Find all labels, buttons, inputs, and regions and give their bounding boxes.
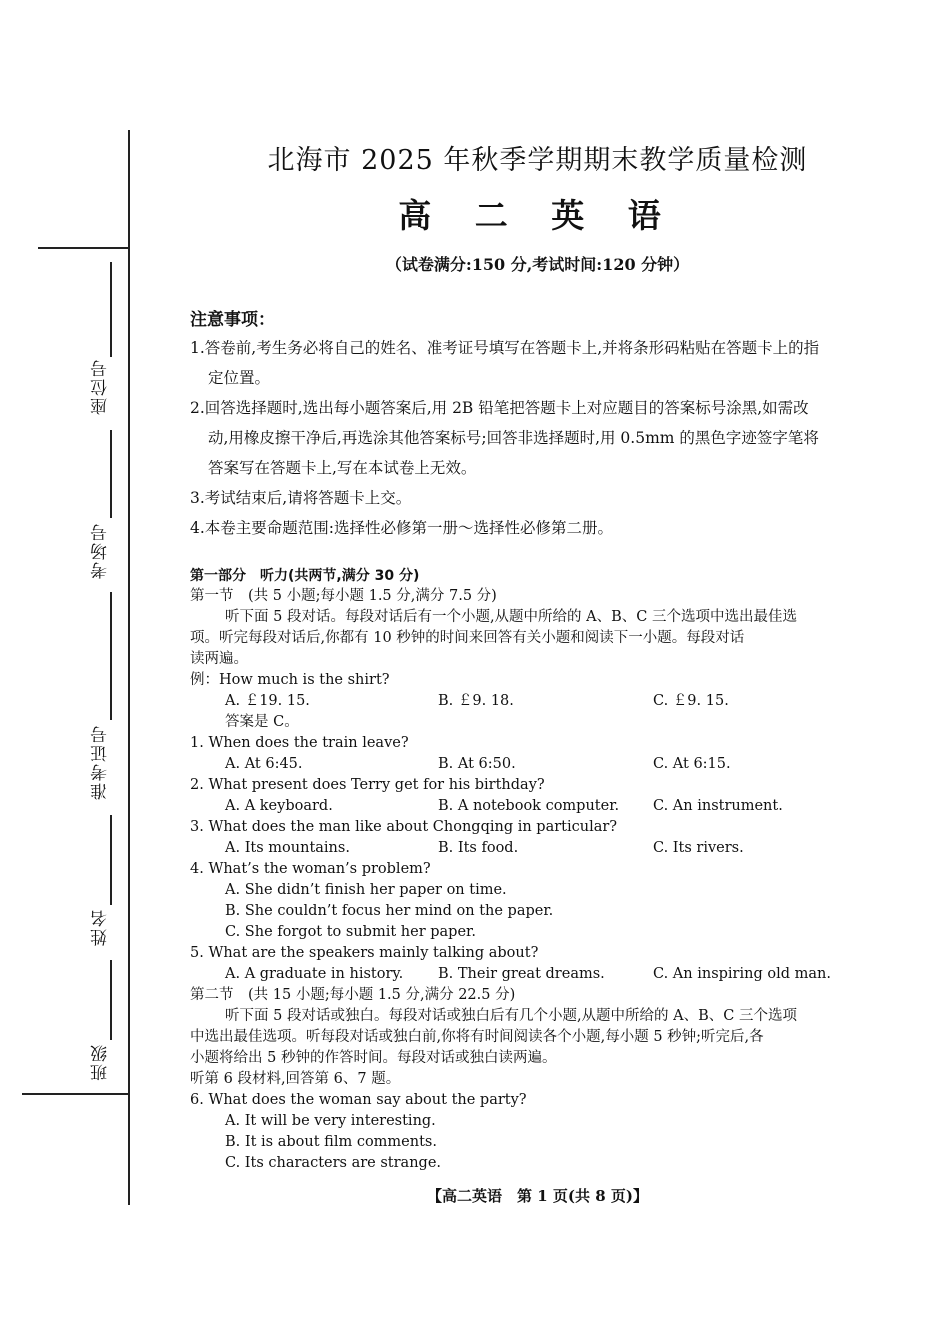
seat-blank	[110, 262, 112, 357]
section2-instruction-1: 听下面 5 段对话或独白。每段对话或独白后有几个小题,从题中所给的 A、B、C 三个选项	[225, 1008, 797, 1024]
q5-option-c: C. An inspiring old man.	[653, 966, 831, 982]
notice-item-2-cont: 动,用橡皮擦干净后,再选涂其他答案标号;回答非选择题时,用 0.5mm 的黑色字迹签字笔将	[208, 429, 819, 447]
class-label: 班级	[91, 1043, 111, 1081]
section2-heading: 第二节 (共 15 小题;每小题 1.5 分,满分 22.5 分)	[190, 987, 516, 1003]
q6-option-a: A. It will be very interesting.	[225, 1113, 436, 1129]
q4-option-b: B. She couldn’t focus her mind on the paper.	[225, 903, 554, 919]
q1-option-c: C. At 6:15.	[653, 756, 731, 772]
room-number-label: 考场号	[91, 522, 111, 579]
subject-title: 高 二 英 语	[398, 196, 677, 235]
example-option-c: C. ￡9. 15.	[653, 693, 729, 709]
notice-heading: 注意事项：	[190, 310, 275, 330]
example-question: 例：How much is the shirt?	[190, 672, 390, 688]
ticket-number-label: 准考证号	[91, 724, 111, 800]
question-2: 2. What present does Terry get for his birthday?	[190, 777, 545, 793]
question-5: 5. What are the speakers mainly talking about?	[190, 945, 539, 961]
question-6: 6. What does the woman say about the party?	[190, 1092, 527, 1108]
q3-option-c: C. Its rivers.	[653, 840, 744, 856]
question-3: 3. What does the man like about Chongqing in particular?	[190, 819, 618, 835]
section2-instruction-3: 小题将给出 5 秒钟的作答时间。每段对话或独白读两遍。	[190, 1050, 557, 1066]
question-1: 1. When does the train leave?	[190, 735, 409, 751]
notice-list	[190, 333, 890, 543]
name-blank	[110, 815, 112, 905]
exam-title: 北海市 2025 年秋季学期期末教学质量检测	[267, 145, 808, 176]
q6-option-b: B. It is about film comments.	[225, 1134, 437, 1150]
notice-item-2-cont2: 答案写在答题卡上,写在本试卷上无效。	[208, 459, 477, 477]
q3-option-b: B. Its food.	[438, 840, 519, 856]
q5-option-a: A. A graduate in history.	[225, 966, 404, 982]
q2-option-c: C. An instrument.	[653, 798, 783, 814]
page-footer: 【高二英语 第 1 页(共 8 页)】	[427, 1187, 648, 1205]
binding-top-rule	[38, 247, 130, 249]
binding-line	[128, 130, 130, 1205]
q2-option-b: B. A notebook computer.	[438, 798, 620, 814]
notice-item-3: 3.考试结束后,请将答题卡上交。	[190, 489, 412, 507]
q6-option-c: C. Its characters are strange.	[225, 1155, 442, 1171]
ticket-blank	[110, 592, 112, 720]
q4-option-a: A. She didn’t finish her paper on time.	[225, 882, 507, 898]
notice-item-2: 2.回答选择题时,选出每小题答案后,用 2B 铅笔把答题卡上对应题目的答案标号涂黑,如需改	[190, 399, 809, 417]
example-answer: 答案是 C。	[225, 714, 299, 730]
binding-bottom-rule	[22, 1093, 130, 1095]
q1-option-a: A. At 6:45.	[225, 756, 303, 772]
section1-heading: 第一节 (共 5 小题;每小题 1.5 分,满分 7.5 分)	[190, 588, 497, 604]
notice-item-1: 1.答卷前,考生务必将自己的姓名、准考证号填写在答题卡上,并将条形码粘贴在答题卡上的指	[190, 339, 820, 357]
example-option-b: B. ￡9. 18.	[438, 693, 514, 709]
material-6-instruction: 听第 6 段材料,回答第 6、7 题。	[190, 1071, 401, 1087]
question-4: 4. What’s the woman’s problem?	[190, 861, 431, 877]
section2-instruction-2: 中选出最佳选项。听每段对话或独白前,你将有时间阅读各个小题,每小题 5 秒钟;听完后,各	[190, 1029, 764, 1045]
part1-heading: 第一部分 听力(共两节,满分 30 分)	[190, 568, 420, 584]
room-blank	[110, 430, 112, 518]
section1-instruction-2: 项。听完每段对话后,你都有 10 秒钟的时间来回答有关小题和阅读下一小题。每段对话	[190, 630, 745, 646]
q2-option-a: A. A keyboard.	[225, 798, 333, 814]
q4-option-c: C. She forgot to submit her paper.	[225, 924, 476, 940]
notice-item-4: 4.本卷主要命题范围:选择性必修第一册～选择性必修第二册。	[190, 519, 614, 537]
notice-item-1-cont: 定位置。	[208, 369, 271, 387]
example-option-a: A. ￡19. 15.	[225, 693, 310, 709]
q5-option-b: B. Their great dreams.	[438, 966, 605, 982]
exam-meta: （试卷满分:150 分,考试时间:120 分钟）	[385, 255, 690, 274]
seat-number-label: 座位号	[91, 358, 111, 415]
section1-instruction-1: 听下面 5 段对话。每段对话后有一个小题,从题中所给的 A、B、C 三个选项中选出最佳选	[225, 609, 797, 625]
q3-option-a: A. Its mountains.	[225, 840, 350, 856]
q1-option-b: B. At 6:50.	[438, 756, 516, 772]
name-label: 姓名	[91, 908, 111, 946]
section1-instruction-3: 读两遍。	[190, 651, 248, 667]
class-blank	[110, 960, 112, 1040]
